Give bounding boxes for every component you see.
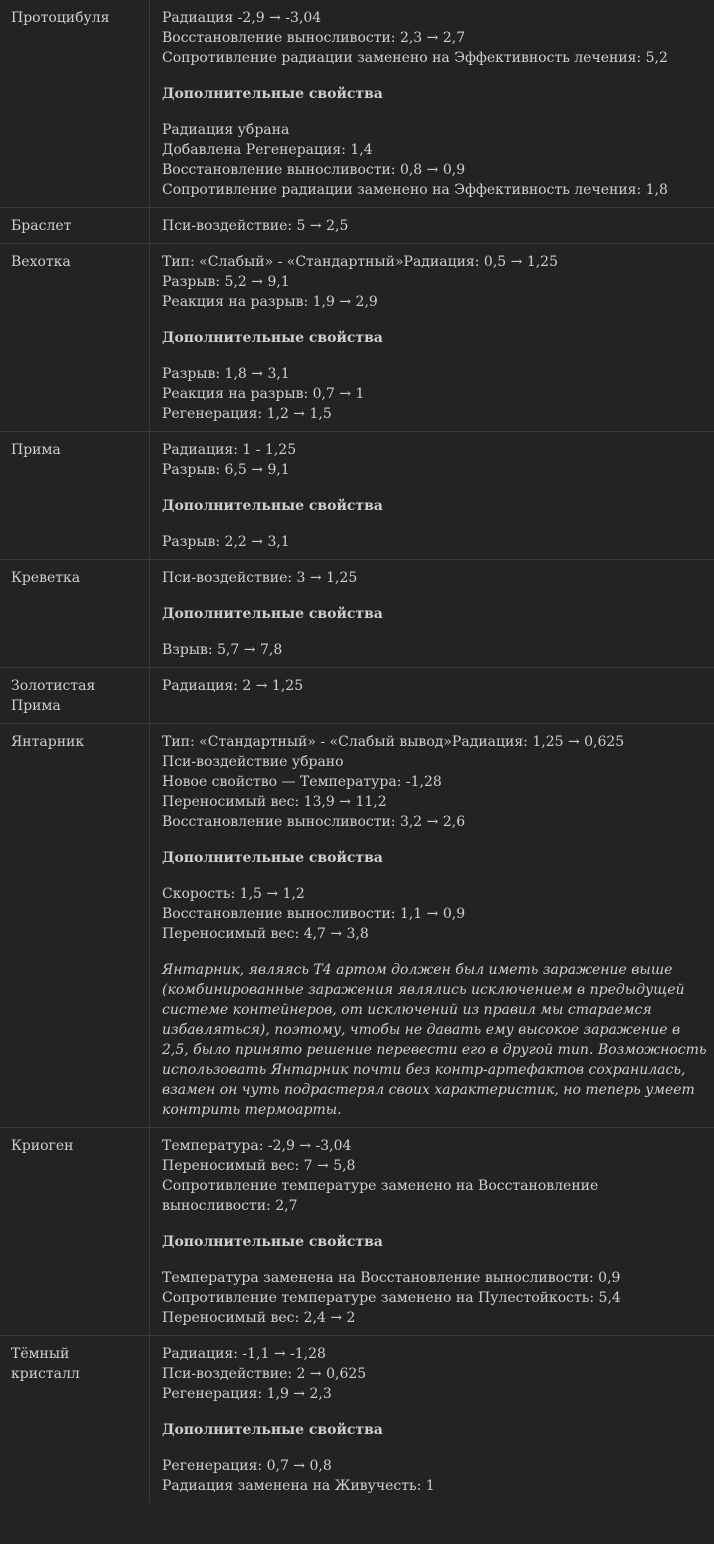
- extra-stat-line: Взрыв: 5,7 → 7,8: [162, 642, 283, 658]
- artifact-name: Вехотка: [11, 254, 71, 270]
- extra-properties-heading: Дополнительные свойства: [162, 606, 383, 622]
- extra-properties-heading: Дополнительные свойства: [162, 498, 383, 514]
- stat-line: Пси-воздействие: 5 → 2,5: [162, 218, 349, 234]
- table-row: [0, 432, 714, 560]
- table-row: [0, 0, 714, 208]
- stat-line: Переносимый вес: 13,9 → 11,2: [162, 794, 387, 810]
- artifact-name: Золотистая Прима: [11, 678, 96, 714]
- stat-line: Радиация -2,9 → -3,04: [162, 10, 322, 26]
- stat-line: Радиация: -1,1 → -1,28: [162, 1346, 326, 1362]
- table-row: [0, 1128, 714, 1336]
- table-row: [0, 724, 714, 1128]
- table-row: [0, 244, 714, 432]
- stat-line: Реакция на разрыв: 1,9 → 2,9: [162, 294, 378, 310]
- artifact-name: Янтарник: [11, 734, 85, 750]
- table-row: [0, 208, 714, 244]
- artifact-name: Протоцибуля: [11, 10, 110, 26]
- developer-note: Янтарник, являясь T4 артом должен был иметь заражение выше (комбинированные заражения являлись исключением в предыдущей системе контейнеров, от исключений из правил мы стараемся избавляться), поэтому, чтобы не давать ему высокое заражение в 2,5, было принято решение перевести его в другой тип. Возможность использовать Янтарник почти без контр-артефактов сохранилась, взамен он чуть подрастерял своих характеристик, но теперь умеет контрить термоарты.: [162, 962, 707, 1118]
- stat-line: Регенерация: 1,9 → 2,3: [162, 1386, 332, 1402]
- stat-line: Температура: -2,9 → -3,04: [162, 1138, 352, 1154]
- extra-stat-line: Сопротивление радиации заменено на Эффективность лечения: 1,8: [162, 182, 668, 198]
- extra-stat-line: Восстановление выносливости: 0,8 → 0,9: [162, 162, 466, 178]
- stat-line: Восстановление выносливости: 2,3 → 2,7: [162, 30, 466, 46]
- stat-line: Новое свойство — Температура: -1,28: [162, 774, 442, 790]
- extra-stat-line: Радиация заменена на Живучесть: 1: [162, 1478, 435, 1494]
- extra-stat-line: Регенерация: 1,2 → 1,5: [162, 406, 332, 422]
- table-row: [0, 1336, 714, 1504]
- stat-line: Пси-воздействие убрано: [162, 754, 344, 770]
- extra-stat-line: Регенерация: 0,7 → 0,8: [162, 1458, 332, 1474]
- extra-stat-line: Температура заменена на Восстановление выносливости: 0,9: [162, 1270, 621, 1286]
- stat-line: Переносимый вес: 7 → 5,8: [162, 1158, 356, 1174]
- extra-stat-line: Переносимый вес: 4,7 → 3,8: [162, 926, 369, 942]
- extra-properties-heading: Дополнительные свойства: [162, 330, 383, 346]
- stat-line: Пси-воздействие: 2 → 0,625: [162, 1366, 367, 1382]
- stat-line: Сопротивление температуре заменено на Восстановление выносливости: 2,7: [162, 1178, 599, 1214]
- extra-properties-heading: Дополнительные свойства: [162, 850, 383, 866]
- stat-line: Разрыв: 6,5 → 9,1: [162, 462, 290, 478]
- extra-stat-line: Радиация убрана: [162, 122, 290, 138]
- artifact-name: Тёмный кристалл: [11, 1346, 80, 1382]
- artifact-name: Криоген: [11, 1138, 74, 1154]
- stat-line: Тип: «Стандартный» - «Слабый вывод»Радиация: 1,25 → 0,625: [162, 734, 625, 750]
- stat-line: Радиация: 2 → 1,25: [162, 678, 304, 694]
- stat-line: Сопротивление радиации заменено на Эффективность лечения: 5,2: [162, 50, 668, 66]
- artifact-name: Прима: [11, 442, 61, 458]
- extra-properties-heading: Дополнительные свойства: [162, 1422, 383, 1438]
- artifact-name: Браслет: [11, 218, 72, 234]
- extra-properties-heading: Дополнительные свойства: [162, 86, 383, 102]
- extra-stat-line: Переносимый вес: 2,4 → 2: [162, 1310, 356, 1326]
- stat-line: Восстановление выносливости: 3,2 → 2,6: [162, 814, 466, 830]
- extra-stat-line: Восстановление выносливости: 1,1 → 0,9: [162, 906, 466, 922]
- extra-stat-line: Разрыв: 2,2 → 3,1: [162, 534, 290, 550]
- extra-stat-line: Реакция на разрыв: 0,7 → 1: [162, 386, 365, 402]
- artifact-name: Креветка: [11, 570, 81, 586]
- stat-line: Пси-воздействие: 3 → 1,25: [162, 570, 358, 586]
- extra-stat-line: Добавлена Регенерация: 1,4: [162, 142, 373, 158]
- extra-stat-line: Сопротивление температуре заменено на Пулестойкость: 5,4: [162, 1290, 621, 1306]
- table-row: [0, 560, 714, 668]
- extra-stat-line: Разрыв: 1,8 → 3,1: [162, 366, 290, 382]
- extra-properties-heading: Дополнительные свойства: [162, 1234, 383, 1250]
- stat-line: Радиация: 1 - 1,25: [162, 442, 297, 458]
- stat-line: Тип: «Слабый» - «Стандартный»Радиация: 0,5 → 1,25: [162, 254, 558, 270]
- table-row: [0, 668, 714, 724]
- stat-line: Разрыв: 5,2 → 9,1: [162, 274, 290, 290]
- extra-stat-line: Скорость: 1,5 → 1,2: [162, 886, 305, 902]
